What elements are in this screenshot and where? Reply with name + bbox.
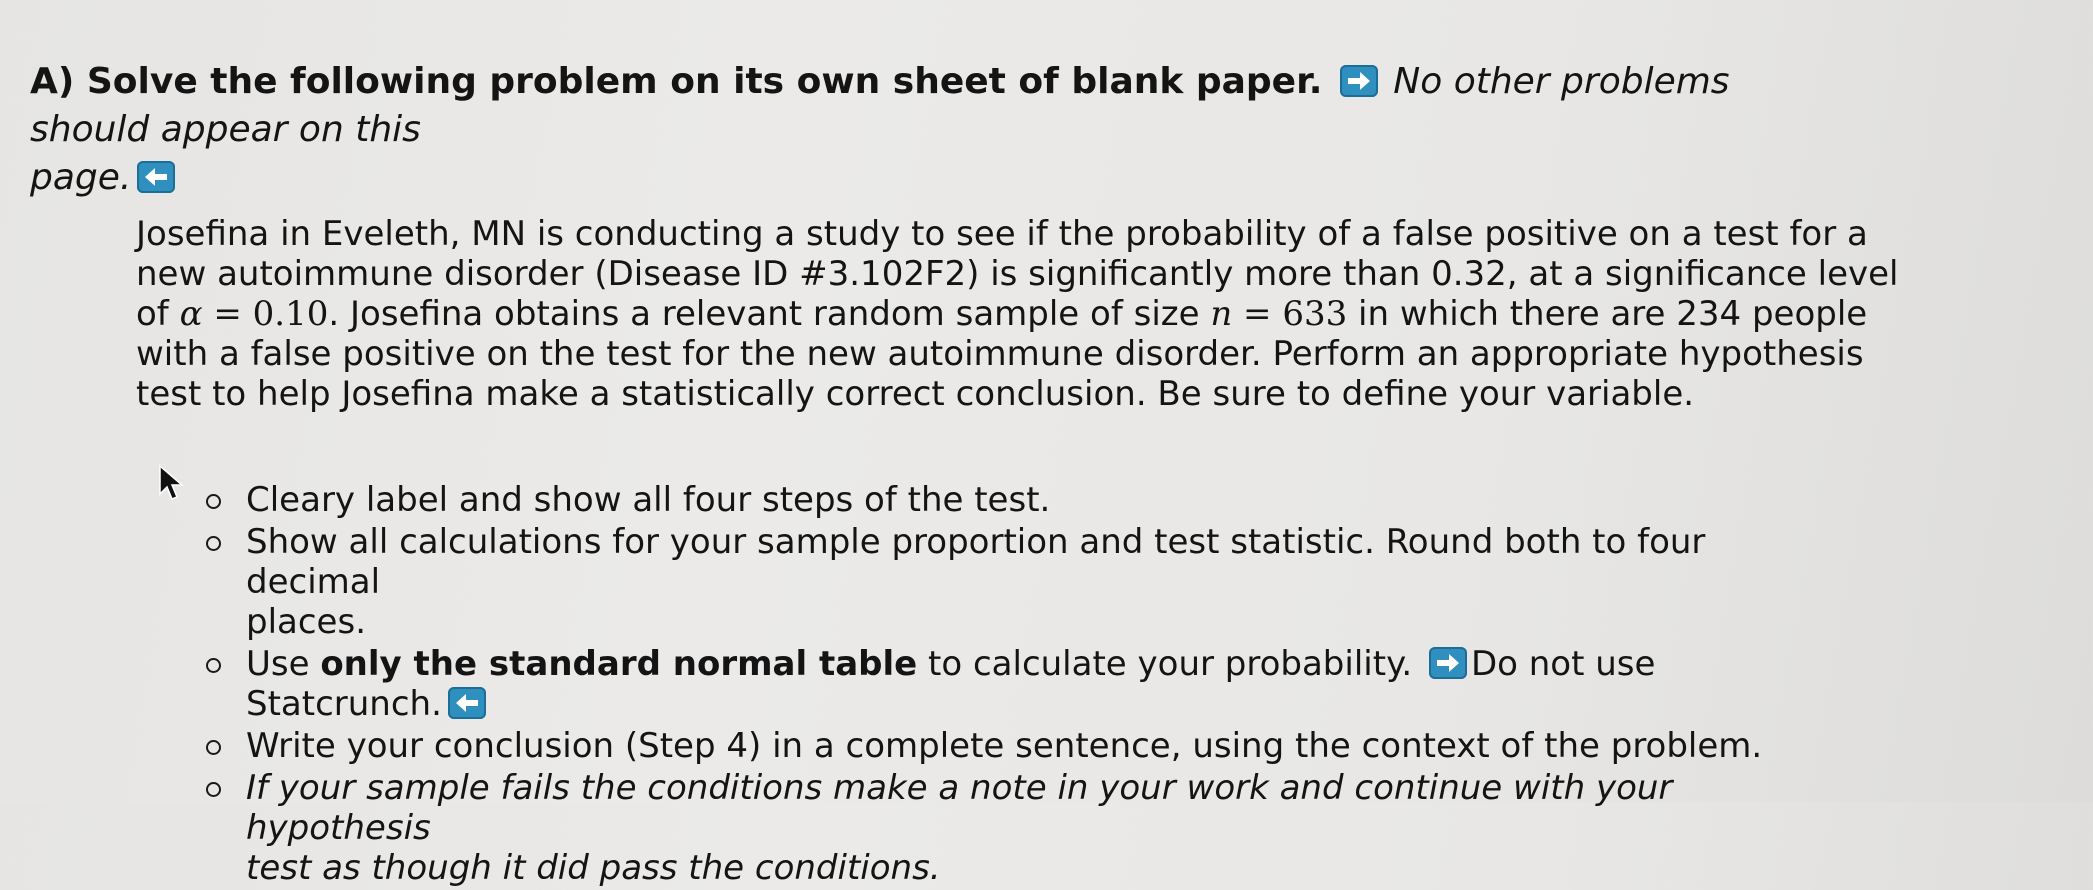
arrow-left-icon[interactable]: [448, 687, 486, 719]
list-item: [206, 768, 1806, 888]
bullet-circle-icon: [206, 536, 221, 551]
n-value: = 633: [1232, 294, 1348, 334]
mouse-cursor-icon: [158, 464, 184, 502]
instruction-list: [206, 480, 1806, 890]
bullet-circle-icon: [206, 740, 221, 755]
list-item: [206, 480, 1806, 520]
instruction-3-bold: only the standard normal table: [320, 644, 918, 684]
instruction-4: Write your conclusion (Step 4) in a complete sentence, using the context of the problem.: [246, 726, 1763, 766]
instruction-1: Cleary label and show all four steps of the test.: [246, 480, 1051, 520]
problem-line-3-end: in which there are 234 people: [1347, 294, 1868, 334]
instruction-3-note: Do not use Statcrunch.: [246, 644, 1656, 724]
heading-note-cont: page.: [30, 157, 132, 198]
problem-statement: [136, 214, 1899, 414]
problem-line-1: Josefina in Eveleth, MN is conducting a study to see if the probability of a false positive on a test for a: [136, 214, 1868, 254]
heading-note: No other problems should appear on this: [30, 61, 1730, 150]
instruction-2-line-1: Show all calculations for your sample proportion and test statistic. Round both to four decimal: [246, 522, 1706, 602]
instruction-3-pre: Use: [246, 644, 321, 684]
problem-line-3-mid: . Josefina obtains a relevant random sample of size: [328, 294, 1211, 334]
alpha-value: = 0.10: [202, 294, 329, 334]
arrow-right-icon[interactable]: [1340, 65, 1378, 97]
instruction-3-post: to calculate your probability.: [917, 644, 1413, 684]
bullet-circle-icon: [206, 782, 221, 797]
problem-line-5: test to help Josefina make a statistically correct conclusion. Be sure to define your variable.: [136, 374, 1695, 414]
arrow-right-icon[interactable]: [1429, 647, 1467, 679]
n-symbol: n: [1210, 294, 1233, 334]
alpha-symbol: α: [179, 294, 203, 334]
instruction-2-line-2: places.: [246, 602, 366, 642]
problem-heading: [30, 58, 1850, 202]
arrow-left-icon[interactable]: [137, 161, 175, 193]
instruction-5-line-1: If your sample fails the conditions make a note in your work and continue with your hypothesis: [246, 768, 1673, 848]
problem-line-4: with a false positive on the test for the new autoimmune disorder. Perform an appropriate hypothesis: [136, 334, 1864, 374]
problem-line-3: [136, 294, 1868, 334]
list-item: [206, 726, 1806, 766]
list-item: [206, 644, 1806, 724]
list-item: [206, 522, 1806, 642]
part-label: A) Solve the following problem on its own sheet of blank paper.: [30, 61, 1323, 102]
bullet-circle-icon: [206, 658, 221, 673]
bullet-circle-icon: [206, 494, 221, 509]
problem-line-3-start: of: [136, 294, 180, 334]
problem-line-2: new autoimmune disorder (Disease ID #3.102F2) is significantly more than 0.32, at a significance level: [136, 254, 1899, 294]
instruction-5-line-2: test as though it did pass the conditions.: [246, 848, 941, 888]
